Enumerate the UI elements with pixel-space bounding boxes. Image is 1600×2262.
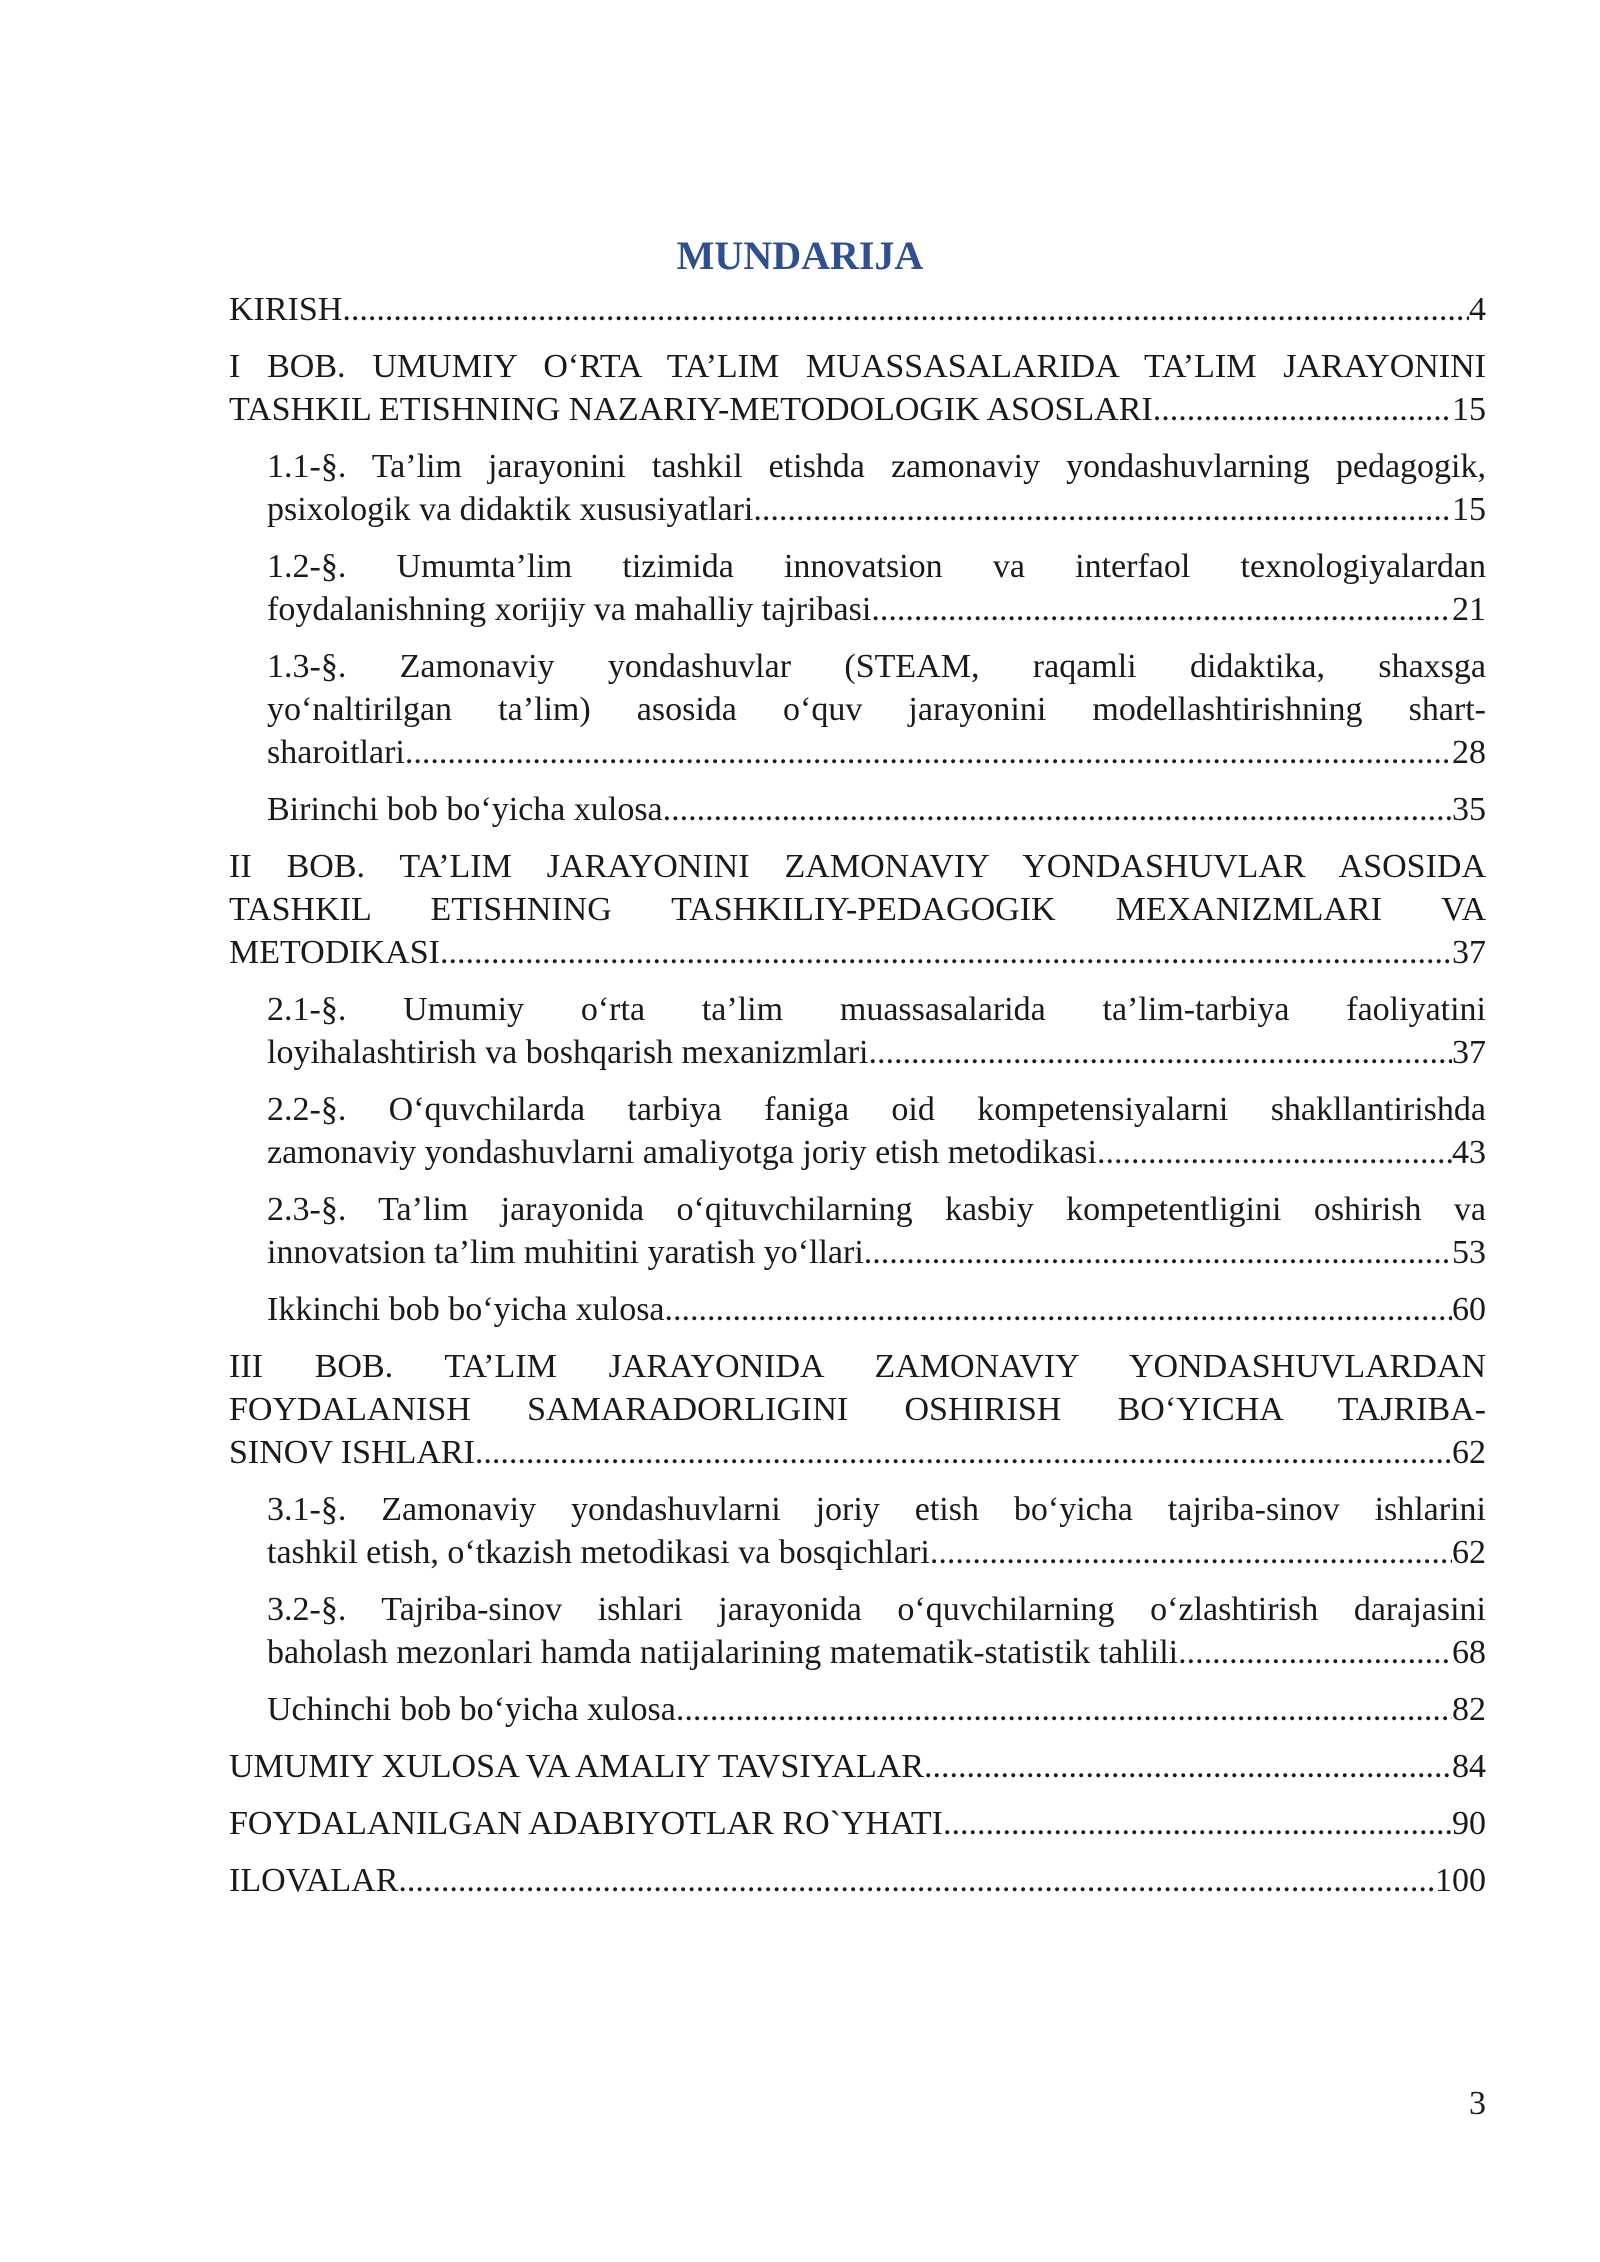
dot-leader bbox=[871, 588, 1452, 631]
toc-entry-title: tashkil etish, o‘tkazish metodikasi va bosqichlari bbox=[267, 1534, 930, 1571]
toc-entry-line: II BOB. TA’LIM JARAYONINI ZAMONAVIY YONDASHUVLAR ASOSIDA bbox=[229, 848, 1486, 885]
toc-entry-title: TASHKIL ETISHNING NAZARIY-METODOLOGIK ASOSLARI bbox=[229, 391, 1153, 428]
dot-leader bbox=[1178, 1631, 1452, 1674]
dot-leader bbox=[1097, 1131, 1452, 1174]
toc-entry-title: FOYDALANILGAN ADABIYOTLAR RO`YHATI bbox=[229, 1805, 943, 1842]
toc-section-entry[interactable] bbox=[267, 645, 1486, 774]
toc-section-entry[interactable] bbox=[267, 1288, 1486, 1331]
toc-page-number: 53 bbox=[1452, 1234, 1486, 1271]
toc-section-entry[interactable] bbox=[267, 1588, 1486, 1674]
toc-page-number: 62 bbox=[1452, 1534, 1486, 1571]
toc-chapter-entry[interactable] bbox=[229, 288, 1486, 331]
toc-entry-final-line bbox=[267, 788, 1486, 831]
toc-page-number: 100 bbox=[1435, 1862, 1486, 1899]
toc-entry-final-line bbox=[267, 1288, 1486, 1331]
toc-entry-line: I BOB. UMUMIY O‘RTA TA’LIM MUASSASALARIDA TA’LIM JARAYONINI bbox=[229, 348, 1486, 385]
toc-entry-title: UMUMIY XULOSA VA AMALIY TAVSIYALAR bbox=[229, 1748, 925, 1785]
toc-page-number: 68 bbox=[1452, 1634, 1486, 1671]
table-of-contents bbox=[229, 288, 1486, 1902]
toc-entry-final-line bbox=[267, 731, 1486, 774]
toc-page-number: 21 bbox=[1452, 591, 1486, 628]
dot-leader bbox=[864, 1231, 1452, 1274]
toc-page-number: 37 bbox=[1452, 934, 1486, 971]
toc-entry-final-line bbox=[267, 1231, 1486, 1274]
toc-entry-final-line bbox=[229, 1431, 1486, 1474]
dot-leader bbox=[924, 1745, 1452, 1788]
toc-entry-line: 1.2-§. Umumta’lim tizimida innovatsion va interfaol texnologiyalardan bbox=[267, 548, 1486, 585]
toc-entry-title: sharoitlari bbox=[267, 734, 405, 771]
dot-leader bbox=[753, 488, 1452, 531]
toc-entry-final-line bbox=[267, 1031, 1486, 1074]
dot-leader bbox=[943, 1802, 1452, 1845]
toc-entry-title: KIRISH bbox=[229, 291, 343, 328]
dot-leader bbox=[440, 931, 1452, 974]
toc-page-number: 4 bbox=[1469, 291, 1486, 328]
toc-entry-line: 2.2-§. O‘quvchilarda tarbiya faniga oid kompetensiyalarni shakllantirishda bbox=[267, 1091, 1486, 1128]
toc-page-number: 82 bbox=[1452, 1691, 1486, 1728]
dot-leader bbox=[930, 1531, 1452, 1574]
toc-section-entry[interactable] bbox=[267, 1688, 1486, 1731]
toc-entry-line: 2.3-§. Ta’lim jarayonida o‘qituvchilarning kasbiy kompetentligini oshirish va bbox=[267, 1191, 1486, 1228]
toc-page-number: 35 bbox=[1452, 791, 1486, 828]
toc-chapter-entry[interactable] bbox=[229, 1802, 1486, 1845]
toc-section-entry[interactable] bbox=[267, 445, 1486, 531]
toc-entry-title: zamonaviy yondashuvlarni amaliyotga joriy etish metodikasi bbox=[267, 1134, 1097, 1171]
dot-leader bbox=[676, 1688, 1452, 1731]
toc-entry-final-line bbox=[267, 1688, 1486, 1731]
toc-entry-line: FOYDALANISH SAMARADORLIGINI OSHIRISH BO‘YICHA TAJRIBA- bbox=[229, 1391, 1486, 1428]
toc-entry-line: 1.3-§. Zamonaviy yondashuvlar (STEAM, raqamli didaktika, shaxsga bbox=[267, 648, 1486, 685]
toc-section-entry[interactable] bbox=[267, 1488, 1486, 1574]
page-number: 3 bbox=[1469, 2085, 1486, 2122]
toc-entry-final-line bbox=[229, 1802, 1486, 1845]
toc-section-entry[interactable] bbox=[267, 1088, 1486, 1174]
toc-entry-title: Uchinchi bob bo‘yicha xulosa bbox=[267, 1691, 676, 1728]
toc-page-number: 90 bbox=[1452, 1805, 1486, 1842]
toc-entry-final-line bbox=[229, 1859, 1486, 1902]
dot-leader bbox=[665, 1288, 1452, 1331]
page-title: MUNDARIJA bbox=[676, 233, 924, 278]
toc-entry-title: SINOV ISHLARI bbox=[229, 1434, 475, 1471]
dot-leader bbox=[868, 1031, 1452, 1074]
toc-entry-final-line bbox=[267, 488, 1486, 531]
toc-page-number: 84 bbox=[1452, 1748, 1486, 1785]
toc-entry-final-line bbox=[229, 931, 1486, 974]
toc-page-number: 43 bbox=[1452, 1134, 1486, 1171]
toc-chapter-entry[interactable] bbox=[229, 1745, 1486, 1788]
toc-entry-title: METODIKASI bbox=[229, 934, 440, 971]
toc-entry-final-line bbox=[267, 1131, 1486, 1174]
toc-entry-line: 3.2-§. Tajriba-sinov ishlari jarayonida o‘quvchilarning o‘zlashtirish darajasini bbox=[267, 1591, 1486, 1628]
toc-entry-title: Birinchi bob bo‘yicha xulosa bbox=[267, 791, 663, 828]
dot-leader bbox=[663, 788, 1452, 831]
toc-entry-final-line bbox=[267, 588, 1486, 631]
toc-entry-title: psixologik va didaktik xususiyatlari bbox=[267, 491, 754, 528]
toc-entry-line: TASHKIL ETISHNING TASHKILIY-PEDAGOGIK MEXANIZMLARI VA bbox=[229, 891, 1486, 928]
dot-leader bbox=[1153, 388, 1452, 431]
toc-section-entry[interactable] bbox=[267, 988, 1486, 1074]
toc-entry-line: 3.1-§. Zamonaviy yondashuvlarni joriy etish bo‘yicha tajriba-sinov ishlarini bbox=[267, 1491, 1486, 1528]
dot-leader bbox=[398, 1859, 1435, 1902]
toc-entry-title: loyihalashtirish va boshqarish mexanizmlari bbox=[267, 1034, 869, 1071]
toc-entry-final-line bbox=[229, 388, 1486, 431]
toc-entry-line: yo‘naltirilgan ta’lim) asosida o‘quv jarayonini modellashtirishning shart- bbox=[267, 691, 1486, 728]
toc-entry-final-line bbox=[229, 288, 1486, 331]
toc-page-number: 37 bbox=[1452, 1034, 1486, 1071]
toc-entry-title: ILOVALAR bbox=[229, 1862, 399, 1899]
dot-leader bbox=[342, 288, 1469, 331]
toc-page-number: 15 bbox=[1452, 491, 1486, 528]
toc-entry-final-line bbox=[229, 1745, 1486, 1788]
toc-chapter-entry[interactable] bbox=[229, 1345, 1486, 1474]
toc-entry-final-line bbox=[267, 1631, 1486, 1674]
toc-page-number: 28 bbox=[1452, 734, 1486, 771]
toc-entry-title: Ikkinchi bob bo‘yicha xulosa bbox=[267, 1291, 665, 1328]
toc-chapter-entry[interactable] bbox=[229, 845, 1486, 974]
dot-leader bbox=[475, 1431, 1452, 1474]
toc-page-number: 15 bbox=[1452, 391, 1486, 428]
toc-chapter-entry[interactable] bbox=[229, 1859, 1486, 1902]
toc-page-number: 60 bbox=[1452, 1291, 1486, 1328]
toc-page-number: 62 bbox=[1452, 1434, 1486, 1471]
toc-entry-final-line bbox=[267, 1531, 1486, 1574]
toc-entry-title: innovatsion ta’lim muhitini yaratish yo‘llari bbox=[267, 1234, 864, 1271]
toc-section-entry[interactable] bbox=[267, 788, 1486, 831]
toc-section-entry[interactable] bbox=[267, 1188, 1486, 1274]
toc-entry-line: III BOB. TA’LIM JARAYONIDA ZAMONAVIY YONDASHUVLARDAN bbox=[229, 1348, 1486, 1385]
toc-entry-line: 2.1-§. Umumiy o‘rta ta’lim muassasalarida ta’lim-tarbiya faoliyatini bbox=[267, 991, 1486, 1028]
toc-entry-title: baholash mezonlari hamda natijalarining matematik-statistik tahlili bbox=[267, 1634, 1179, 1671]
toc-section-entry[interactable] bbox=[267, 545, 1486, 631]
toc-chapter-entry[interactable] bbox=[229, 345, 1486, 431]
toc-entry-title: foydalanishning xorijiy va mahalliy tajribasi bbox=[267, 591, 872, 628]
toc-entry-line: 1.1-§. Ta’lim jarayonini tashkil etishda zamonaviy yondashuvlarning pedagogik, bbox=[267, 448, 1486, 485]
dot-leader bbox=[405, 731, 1452, 774]
